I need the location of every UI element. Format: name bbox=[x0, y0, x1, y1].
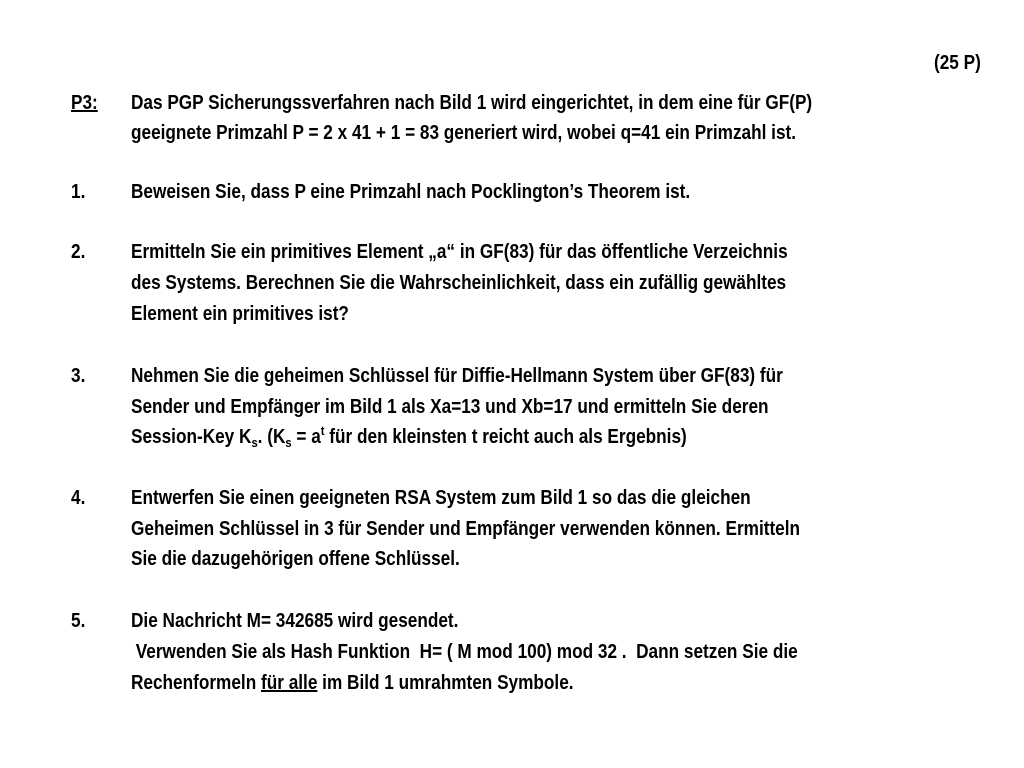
task-2-number: 2. bbox=[71, 241, 86, 263]
problem-label: P3: bbox=[71, 92, 98, 114]
task-2-line-2: des Systems. Berechnen Sie die Wahrscheinlichkeit, dass ein zufällig gewähltes bbox=[131, 272, 787, 294]
problem-intro-line-1: Das PGP Sicherungssverfahren nach Bild 1 wird eingerichtet, in dem eine für GF(P) bbox=[131, 92, 813, 114]
task-4-line-1: Entwerfen Sie einen geeigneten RSA System zum Bild 1 so das die gleichen bbox=[131, 487, 751, 509]
task-5-line-2: Verwenden Sie als Hash Funktion H= ( M mod 100) mod 32 . Dann setzen Sie die bbox=[131, 641, 798, 663]
task-5-line-3 bbox=[131, 671, 574, 695]
task-1-line-1: Beweisen Sie, dass P eine Primzahl nach Pocklington’s Theorem ist. bbox=[131, 181, 691, 203]
session-text-4: für den kleinsten t reicht auch als Ergebnis) bbox=[324, 426, 687, 448]
task-2-line-3: Element ein primitives ist? bbox=[131, 303, 349, 325]
task-5-line-3-after: im Bild 1 umrahmten Symbole. bbox=[317, 672, 574, 694]
session-sub-2: s bbox=[285, 435, 292, 450]
task-2-line-1: Ermitteln Sie ein primitives Element „a“ in GF(83) für das öffentliche Verzeichnis bbox=[131, 241, 788, 263]
task-3-session-line bbox=[131, 425, 687, 449]
task-5-number: 5. bbox=[71, 610, 86, 632]
task-3-line-1: Nehmen Sie die geheimen Schlüssel für Diffie-Hellmann System über GF(83) für bbox=[131, 365, 783, 387]
task-5-line-1: Die Nachricht M= 342685 wird gesendet. bbox=[131, 610, 459, 632]
points-label: (25 P) bbox=[934, 52, 981, 74]
session-text-3: = a bbox=[291, 426, 321, 448]
session-sup: t bbox=[320, 423, 325, 438]
session-text-1: Session-Key K bbox=[131, 426, 252, 448]
task-3-number: 3. bbox=[71, 365, 86, 387]
task-1-number: 1. bbox=[71, 181, 86, 203]
task-4-line-3: Sie die dazugehörigen offene Schlüssel. bbox=[131, 548, 460, 570]
session-text-2: . (K bbox=[257, 426, 286, 448]
task-4-number: 4. bbox=[71, 487, 86, 509]
task-4-line-2: Geheimen Schlüssel in 3 für Sender und Empfänger verwenden können. Ermitteln bbox=[131, 518, 801, 540]
task-3-line-2: Sender und Empfänger im Bild 1 als Xa=13 und Xb=17 und ermitteln Sie deren bbox=[131, 396, 769, 418]
session-sub-1: s bbox=[251, 435, 258, 450]
task-5-underlined-text: für alle bbox=[260, 672, 318, 694]
problem-intro-line-2: geeignete Primzahl P = 2 x 41 + 1 = 83 generiert wird, wobei q=41 ein Primzahl ist. bbox=[131, 122, 797, 144]
task-5-line-3-before: Rechenformeln bbox=[131, 672, 261, 694]
